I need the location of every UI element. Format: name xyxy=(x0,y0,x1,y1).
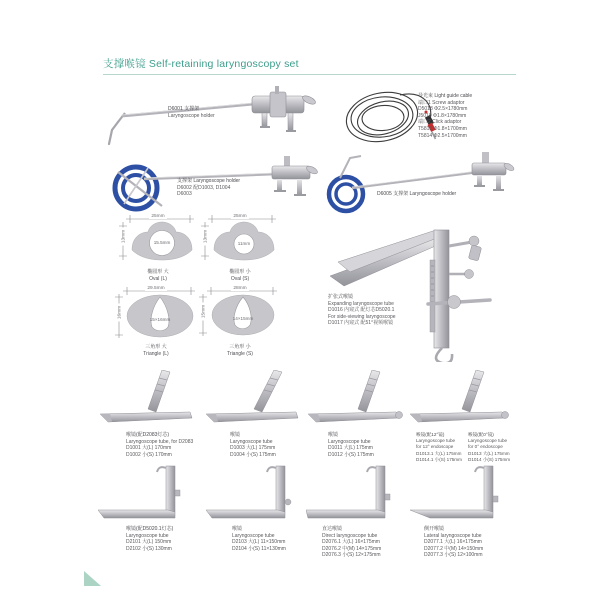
product-label-line: D1017 内窥式 配51°视频喉镜 xyxy=(328,320,394,327)
product-tube-d2103 xyxy=(206,464,308,564)
inner-dimension: 15×16mm xyxy=(149,317,171,322)
triangle-cross-section-diagram xyxy=(112,284,200,342)
product-tube-d2076 xyxy=(306,464,410,568)
height-dimension: 16mm xyxy=(117,305,123,320)
product-label: 喉镜 Laryngoscope tube D1003 大(L) 175mm D1004 小(S) 175mm xyxy=(230,432,276,458)
product-expanding-laryngoscope xyxy=(322,216,522,364)
width-dimension: 25mm xyxy=(151,213,165,219)
cross-section-triangle-s xyxy=(196,284,284,364)
height-dimension: 15mm xyxy=(201,304,207,319)
laryngoscope-tube-illustration xyxy=(98,370,200,428)
product-tube-d2101 xyxy=(98,464,202,564)
product-label-line: D6003 xyxy=(177,191,192,198)
product-label: 喉镜(配12°镜) Laryngoscope tube for 12° endoscope D1013.1 大(L) 175mm D1014.1 小(S) 175mm xyxy=(416,432,462,462)
product-label: 喉镜 Laryngoscope tube D1011 大(L) 175mm D1012 小(S) 175mm xyxy=(328,432,374,458)
width-dimension: 25mm xyxy=(233,213,247,219)
product-label-line: D6002 配D1003, D1004 xyxy=(177,184,231,191)
height-dimension: 13mm xyxy=(121,229,127,244)
laryngoscope-holder-illustration xyxy=(102,86,332,150)
product-label: 喉镜(配D2083灯芯) Laryngoscope tube, for D2083 D1001 大(L) 170mm D1002 小(S) 170mm xyxy=(126,432,194,458)
height-dimension: 13mm xyxy=(203,229,209,244)
product-tube-d1013 xyxy=(408,370,520,470)
product-label-line: 扩张式喉镜 xyxy=(328,294,354,300)
laryngoscope-tube-illustration xyxy=(306,464,408,522)
product-holder-d6001 xyxy=(102,86,332,152)
product-label-line: T5814 Φ2.5×1700mm xyxy=(418,132,467,139)
product-label xyxy=(328,294,396,327)
product-tube-d1011 xyxy=(306,370,410,466)
width-dimension: 29.5mm xyxy=(147,285,165,291)
width-dimension: 28mm xyxy=(233,285,247,291)
product-label-line: J5010 Φ1.8×1780mm xyxy=(418,112,467,119)
page-corner-accent xyxy=(84,571,101,586)
product-label-line: Expanding laryngoscope tube xyxy=(328,300,394,307)
product-label-line: D6001 支撑架 xyxy=(168,106,200,112)
cross-section-caption: 椭圆形 大 Oval (L) xyxy=(147,269,169,282)
page-title: 支撑喉镜 Self-retaining laryngoscopy set xyxy=(103,58,299,70)
product-label-line: Laryngoscope holder xyxy=(168,112,215,119)
laryngoscope-tube-illustration xyxy=(204,370,306,428)
product-label xyxy=(418,93,472,139)
title-divider xyxy=(103,74,516,75)
product-label-line: D1016 内窥式 配灯芯D5020.1 xyxy=(328,307,395,314)
triangle-cross-section-diagram xyxy=(196,284,284,342)
laryngoscope-tube-illustration xyxy=(306,370,408,428)
product-label-line: 端口2 Click adaptor xyxy=(418,119,462,126)
product-label: 喉镜 Laryngoscope tube D2103 大(L) 11×150mm D2104 小(S) 11×130mm xyxy=(232,526,286,552)
inner-dimension: 15.5mm xyxy=(153,240,171,245)
cross-section-oval-l xyxy=(116,212,200,288)
product-label-line: For side-viewing laryngoscope xyxy=(328,313,396,320)
laryngoscope-tube-illustration xyxy=(408,370,516,428)
expanding-laryngoscope-illustration xyxy=(322,216,520,362)
product-tube-d1003 xyxy=(204,370,306,466)
product-tube-d2077 xyxy=(410,464,520,568)
product-label: 直达喉镜 Direct laryngoscope tube D2076.1 大(L) 16×175mm D2076.2 中(M) 14×175mm D2076.3 小(S) 12×175mm xyxy=(322,526,382,559)
laryngoscope-tube-illustration xyxy=(206,464,308,522)
product-label-line: 支撑架 Laryngoscope holder xyxy=(177,178,241,184)
product-label: 喉镜(配D5020.1灯芯) Laryngoscope tube D2101 大(L) 150mm D2102 小(S) 130mm xyxy=(126,526,174,552)
product-label: 侧开喉镜 Lateral laryngoscope tube D2077.1 大(L) 16×175mm D2077.2 中(M) 14×150mm D2077.3 小(S) 12×100mm xyxy=(424,526,484,559)
product-label-line: 导光束 Light guide cable xyxy=(418,93,473,99)
inner-dimension: 14×15mm xyxy=(232,316,254,321)
cross-section-caption: 三角形 小 Triangle (S) xyxy=(227,344,253,357)
product-holder-d6005 xyxy=(320,146,520,220)
laryngoscope-tube-illustration xyxy=(98,464,200,522)
product-label-line: D5018 Φ2.5×1780mm xyxy=(418,106,468,113)
product-label: 喉镜(配0°镜) Laryngoscope tube for 0° endoscope D1013 大(L) 175mm D1014 小(S) 175mm xyxy=(468,432,511,462)
product-label xyxy=(377,191,456,198)
product-light-guide-cable xyxy=(342,86,520,152)
product-label xyxy=(177,178,240,198)
product-label-line: T5813 Φ1.8×1700mm xyxy=(418,125,467,132)
product-tube-d1001 xyxy=(98,370,202,466)
cross-section-triangle-l xyxy=(112,284,200,364)
laryngoscope-tube-illustration xyxy=(410,464,516,522)
product-label-line: 端口1 Screw adaptor xyxy=(418,99,465,106)
product-holder-d6002 xyxy=(104,148,336,216)
oval-cross-section-diagram xyxy=(198,212,282,268)
product-label-line: D6005 支撑架 Laryngoscope holder xyxy=(377,191,457,197)
cross-section-caption: 三角形 大 Triangle (L) xyxy=(143,344,169,357)
product-label xyxy=(168,106,215,119)
laryngoscope-holder-coil-illustration xyxy=(320,146,518,218)
cross-section-oval-s xyxy=(198,212,282,288)
inner-dimension: 11mm xyxy=(237,241,251,246)
cross-section-caption: 椭圆形 小 Oval (S) xyxy=(229,269,251,282)
